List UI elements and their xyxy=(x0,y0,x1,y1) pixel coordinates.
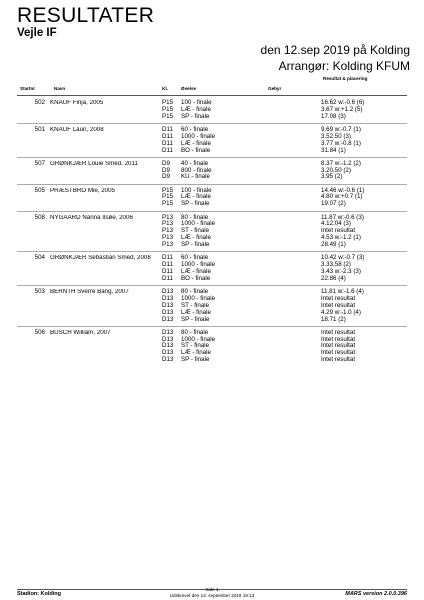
event-discipline: BO - finale xyxy=(181,146,211,154)
event-result: 3.43 w:-2.3 (3) xyxy=(321,267,361,275)
event-discipline: SP - finale xyxy=(181,241,210,249)
athlete-startnr: 502 xyxy=(34,99,45,106)
row-divider xyxy=(17,184,407,185)
column-header-resultat: Resultat & placering xyxy=(323,76,368,81)
event-row xyxy=(162,276,364,283)
event-discipline: 60 - finale xyxy=(181,125,209,133)
event-result: 3.33.58 (2) xyxy=(321,261,351,269)
event-class: D9 xyxy=(162,173,170,181)
column-header-kl: Kl. xyxy=(162,86,168,91)
event-row xyxy=(162,242,364,249)
athlete-name: KNAUF Lauri, 2008 xyxy=(50,126,104,133)
page-title: RESULTATER xyxy=(17,4,155,27)
column-header-navn: Navn xyxy=(54,86,66,91)
event-class: P13 xyxy=(162,220,174,228)
athlete-name: BUSCH William, 2007 xyxy=(50,329,111,336)
athlete-name: GRØNKJÆR Sebastian Smed, 2008 xyxy=(50,255,151,262)
event-result: 4.12.04 (3) xyxy=(321,220,351,228)
event-class: P15 xyxy=(162,99,174,106)
event-discipline: ST - finale xyxy=(181,301,210,309)
event-class: D11 xyxy=(162,274,173,282)
event-discipline: 80 - finale xyxy=(181,288,209,295)
event-class: D11 xyxy=(162,139,173,147)
event-discipline: SP - finale xyxy=(181,112,210,120)
footer-version: MARS version 2.0.0.396 xyxy=(345,591,407,597)
event-result: Intet resultat xyxy=(321,294,356,302)
event-result: 4.29 w:-1.0 (4) xyxy=(321,308,361,316)
event-discipline: 80 - finale xyxy=(181,213,209,221)
footer-page: Side 1 xyxy=(205,587,219,592)
event-list xyxy=(162,215,364,249)
event-result: 18.71 (2) xyxy=(321,315,346,323)
event-class: D13 xyxy=(162,315,174,323)
event-class: D11 xyxy=(162,254,173,262)
event-discipline: LÆ - finale xyxy=(181,267,211,275)
event-result: 31.84 (1) xyxy=(321,146,346,154)
athlete-startnr: 506 xyxy=(34,328,45,336)
event-class: D13 xyxy=(162,294,174,302)
event-result: 16.62 w:-0.6 (6) xyxy=(321,99,365,106)
event-discipline: BO - finale xyxy=(181,274,211,282)
event-discipline: 1000 - finale xyxy=(181,132,216,140)
event-class: D9 xyxy=(162,166,170,174)
event-discipline: LÆ - finale xyxy=(181,193,211,201)
event-result: 3.95 (2) xyxy=(321,173,343,181)
event-class: D9 xyxy=(162,159,170,167)
event-row xyxy=(162,114,364,121)
event-class: D13 xyxy=(162,301,174,309)
event-discipline: ST - finale xyxy=(181,227,210,235)
event-class: P13 xyxy=(162,234,174,242)
event-result: 3.52.50 (3) xyxy=(321,132,351,140)
event-discipline: LÆ - finale xyxy=(181,234,211,242)
event-discipline: LÆ - finale xyxy=(181,308,211,316)
row-divider xyxy=(17,211,407,212)
event-class: D13 xyxy=(162,342,174,350)
event-date: den 12.sep 2019 på Kolding xyxy=(260,43,410,57)
event-result: 3.77 w:-0.8 (1) xyxy=(321,139,361,147)
club-name: Vejle IF xyxy=(17,27,57,39)
row-divider xyxy=(17,285,407,286)
event-class: D11 xyxy=(162,132,173,140)
event-result: 4.80 w:+0.7 (1) xyxy=(321,193,363,201)
column-header-gebyr: Gebyr xyxy=(268,86,282,91)
row-divider xyxy=(17,157,407,158)
event-result: 14.46 w:-0.6 (1) xyxy=(321,186,365,194)
event-class: D11 xyxy=(162,125,173,133)
event-discipline: 60 - finale xyxy=(181,254,209,262)
event-discipline: 1000 - finale xyxy=(181,335,216,343)
event-class: D11 xyxy=(162,146,173,154)
event-list xyxy=(162,100,364,121)
event-list xyxy=(162,255,364,283)
athlete-name: BERNTH Sverre Bang, 2007 xyxy=(50,289,129,295)
event-result: Intet resultat xyxy=(321,349,356,357)
row-divider xyxy=(17,251,407,252)
event-result: 17.08 (3) xyxy=(321,112,346,120)
event-result: 19.07 (2) xyxy=(321,200,346,208)
footer-printed: Udskrevet den 13. september 2019 19:13 xyxy=(169,593,255,598)
event-result: 11.81 w:-1.6 (4) xyxy=(321,288,364,295)
event-discipline: 40 - finale xyxy=(181,159,209,167)
athlete-startnr: 501 xyxy=(34,125,45,133)
event-result: 9.69 w:-0.7 (1) xyxy=(321,125,361,133)
event-row xyxy=(162,148,361,155)
event-class: P13 xyxy=(162,241,174,249)
event-discipline: 100 - finale xyxy=(181,186,212,194)
column-header-ovelse: Øvelse xyxy=(181,86,197,91)
event-class: D13 xyxy=(162,328,174,336)
event-discipline: ST - finale xyxy=(181,342,210,350)
athlete-startnr: 507 xyxy=(34,159,45,167)
event-discipline: KU - finale xyxy=(181,173,210,181)
event-list xyxy=(162,330,355,364)
event-result: 3.67 w:+1.2 (5) xyxy=(321,105,363,113)
event-result: 4.53 w:-1.2 (1) xyxy=(321,234,361,242)
event-row xyxy=(162,174,361,181)
event-result: Intet resultat xyxy=(321,301,356,309)
event-result: 28.49 (1) xyxy=(321,241,346,249)
athlete-startnr: 503 xyxy=(34,288,45,295)
event-discipline: 80 - finale xyxy=(181,328,209,336)
event-result: Intet resultat xyxy=(321,328,356,336)
event-class: D13 xyxy=(162,349,174,357)
event-discipline: SP - finale xyxy=(181,200,210,208)
event-class: D13 xyxy=(162,335,174,343)
event-discipline: 800 - finale xyxy=(181,166,212,174)
event-class: P15 xyxy=(162,193,174,201)
event-list xyxy=(162,127,361,155)
event-discipline: LÆ - finale xyxy=(181,349,211,357)
event-result: 3.20.50 (2) xyxy=(321,166,351,174)
event-list xyxy=(162,289,364,323)
athlete-startnr: 505 xyxy=(34,186,45,194)
event-class: D13 xyxy=(162,356,174,364)
event-discipline: 1000 - finale xyxy=(181,294,216,302)
event-class: D13 xyxy=(162,308,174,316)
athlete-name: PRÆSTBRO Mie, 2005 xyxy=(50,187,115,194)
event-discipline: 1000 - finale xyxy=(181,261,216,269)
event-result: 10.42 w:-0.7 (3) xyxy=(321,254,365,262)
event-discipline: SP - finale xyxy=(181,356,210,364)
athlete-startnr: 508 xyxy=(34,213,45,221)
event-discipline: LÆ - finale xyxy=(181,139,211,147)
column-header-startnr: Startnr xyxy=(20,86,36,91)
event-discipline: 100 - finale xyxy=(181,99,212,106)
event-result: Intet resultat xyxy=(321,227,356,235)
event-result: 11.87 w:-0.6 (3) xyxy=(321,213,364,221)
row-divider xyxy=(17,326,407,327)
event-class: P15 xyxy=(162,186,174,194)
event-row xyxy=(162,317,364,324)
event-class: D11 xyxy=(162,261,173,269)
event-result: 22.86 (4) xyxy=(321,274,346,282)
event-class: D11 xyxy=(162,267,173,275)
athlete-name: KNAUF Finja, 2005 xyxy=(50,100,104,106)
athlete-name: NYGAARD Nanna Ilsøe, 2006 xyxy=(50,214,133,221)
event-result: Intet resultat xyxy=(321,356,356,364)
athlete-name: GRØNKJÆR Louie Smed, 2011 xyxy=(50,160,138,167)
event-class: P15 xyxy=(162,112,174,120)
event-class: P13 xyxy=(162,213,174,221)
event-result: Intet resultat xyxy=(321,342,356,350)
event-discipline: 1000 - finale xyxy=(181,220,216,228)
event-list xyxy=(162,188,364,209)
footer-stadion: Stadion: Kolding xyxy=(17,591,61,597)
event-discipline: LÆ - finale xyxy=(181,105,211,113)
event-class: P15 xyxy=(162,200,174,208)
event-class: P13 xyxy=(162,227,174,235)
event-list xyxy=(162,161,361,182)
header-divider xyxy=(17,95,407,96)
athlete-startnr: 504 xyxy=(34,254,45,262)
event-class: D13 xyxy=(162,288,174,295)
event-result: 8.37 w:-1.2 (2) xyxy=(321,159,361,167)
row-divider xyxy=(17,123,407,124)
event-result: Intet resultat xyxy=(321,335,356,343)
event-discipline: SP - finale xyxy=(181,315,210,323)
event-class: P15 xyxy=(162,105,174,113)
event-row xyxy=(162,357,355,364)
event-row xyxy=(162,201,364,208)
organizer: Arrangør: Kolding KFUM xyxy=(278,59,410,73)
